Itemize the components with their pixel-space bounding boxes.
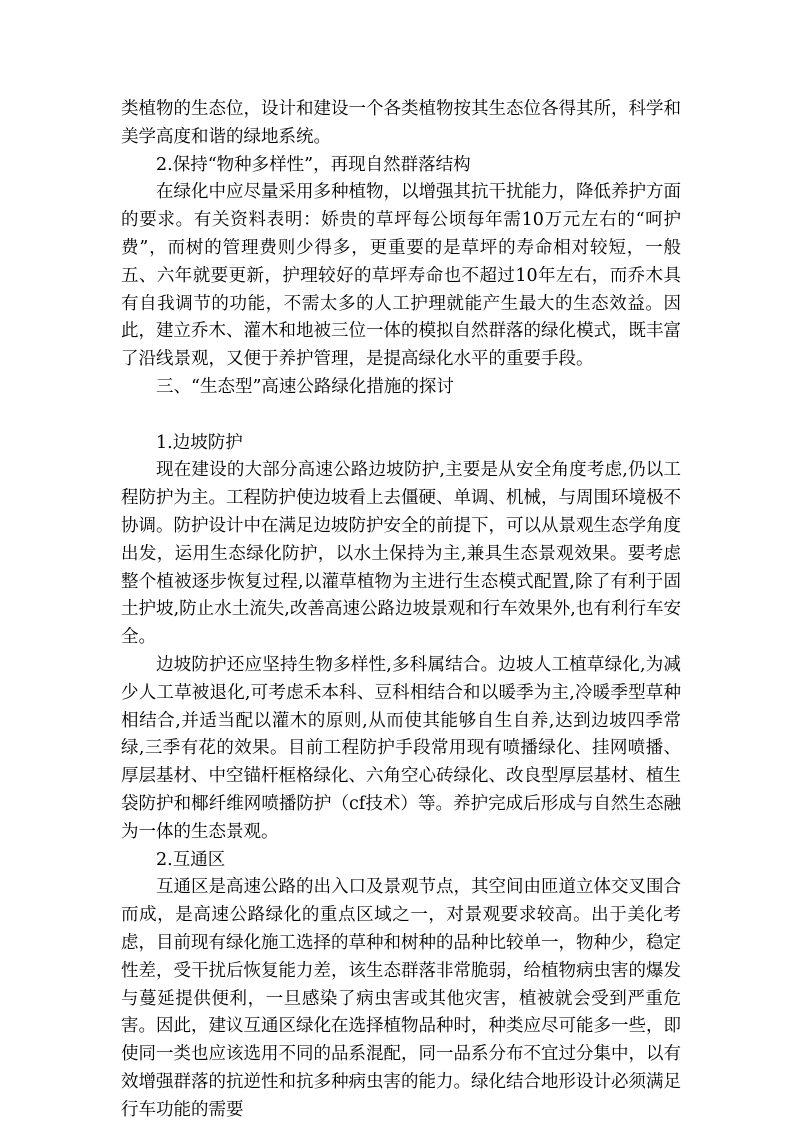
section-heading-measures: 三、“生态型”高速公路绿化措施的探讨 (156, 376, 454, 397)
subheading-species-diversity: 2.保持“物种多样性”，再现自然群落结构 (156, 154, 471, 175)
paragraph-interchange: 互通区是高速公路的出入口及景观节点，其空间由匝道立体交叉围合而成，是高速公路绿化的重点区域之一，对景观要求较高。出于美化考虑，目前现有绿化施工选择的草种和树种的品种比较单一，物种少，稳定性差，受干扰后恢复能力差，该生态群落非常脆弱，给植物病虫害的爆发与蔓延提供便利，一旦感染了病虫害或其他灾害，植被就会受到严重危害。因此，建议互通区绿化在选择植物品种时，种类应尽可能多一些，即使同一类也应该选用不同的品系混配，同一品系分布不宜过分集中，以有效增强群落的抗逆性和抗多种病虫害的能力。绿化结合地形设计必须满足行车功能的需要 (121, 877, 681, 1120)
subheading-interchange: 2.互通区 (156, 849, 226, 870)
paragraph-continuation: 类植物的生态位，设计和建设一个各类植物按其生态位各得其所，科学和美学高度和谐的绿地系统。 (121, 99, 681, 147)
paragraph-multi-species: 在绿化中应尽量采用多种植物，以增强其抗干扰能力，降低养护方面的要求。有关资料表明：娇贵的草坪每公顷每年需10万元左右的“呵护费”，而树的管理费则少得多，更重要的是草坪的寿命相对较短，一般五、六年就要更新，护理较好的草坪寿命也不超过10年左右，而乔木具有自我调节的功能，不需太多的人工护理就能产生最大的生态效益。因此，建立乔木、灌木和地被三位一体的模拟自然群落的绿化模式，既丰富了沿线景观，又便于养护管理，是提高绿化水平的重要手段。 (121, 182, 681, 370)
paragraph-slope-protection: 现在建设的大部分高速公路边坡防护,主要是从安全角度考虑,仍以工程防护为主。工程防护使边坡看上去僵硬、单调、机械，与周围环境极不协调。防护设计中在满足边坡防护安全的前提下，可以从景观生态学角度出发，运用生态绿化防护，以水土保持为主,兼具生态景观效果。要考虑整个植被逐步恢复过程,以灌草植物为主进行生态模式配置,除了有利于固土护坡,防止水土流失,改善高速公路边坡景观和行车效果外,也有利行车安全。 (121, 460, 681, 648)
subheading-slope-protection: 1.边坡防护 (156, 432, 243, 453)
paragraph-slope-biodiversity: 边坡防护还应坚持生物多样性,多科属结合。边坡人工植草绿化,为减少人工草被退化,可考虑禾本科、豆科相结合和以暖季为主,冷暖季型草种相结合,并适当配以灌木的原则,从而使其能够自生自养,达到边坡四季常绿,三季有花的效果。目前工程防护手段常用现有喷播绿化、挂网喷播、厚层基材、中空锚杆框格绿化、六角空心砖绿化、改良型厚层基材、植生袋防护和椰纤维网喷播防护（cf技术）等。养护完成后形成与自然生态融为一体的生态景观。 (121, 654, 681, 842)
document-body (121, 96, 681, 1124)
blank-line (121, 402, 681, 430)
